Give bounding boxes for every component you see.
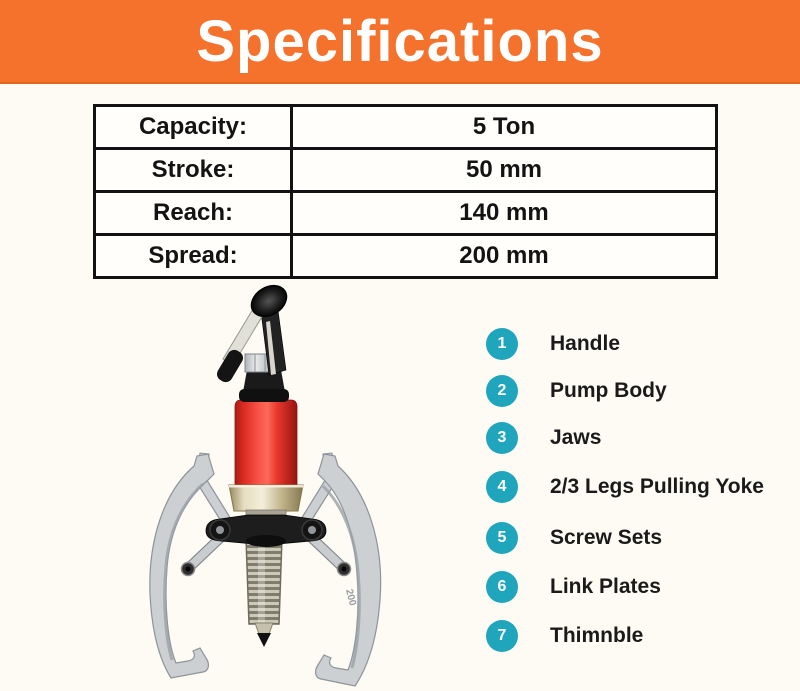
thimble-tip: [257, 633, 271, 647]
spec-label-capacity: Capacity:: [96, 107, 293, 147]
table-row: [96, 107, 715, 147]
parts-list-item: [486, 620, 764, 652]
parts-list-item: [486, 522, 764, 554]
spec-label-reach: Reach:: [96, 193, 293, 233]
parts-list: [486, 328, 764, 652]
screw-set: [246, 538, 282, 647]
parts-list-item: [486, 471, 764, 503]
table-row: [96, 147, 715, 190]
parts-list-item: [486, 571, 764, 603]
part-number-badge: 2: [486, 375, 518, 407]
part-number-badge: 3: [486, 422, 518, 454]
parts-list-item: [486, 328, 764, 360]
spec-table: [93, 104, 718, 279]
header-banner: [0, 0, 800, 84]
part-label: Handle: [550, 332, 621, 355]
spec-value-capacity: 5 Ton: [293, 107, 715, 147]
part-label: Screw Sets: [550, 526, 663, 549]
pulling-yoke: [206, 515, 326, 547]
table-row: [96, 190, 715, 233]
part-label: Jaws: [550, 426, 602, 449]
part-number-badge: 5: [486, 522, 518, 554]
handle-grip: [214, 347, 245, 384]
part-number-badge: 7: [486, 620, 518, 652]
parts-list-item: [486, 375, 764, 407]
part-label: Link Plates: [550, 575, 661, 598]
jaw-engraving: 200: [343, 588, 358, 607]
spec-value-stroke: 50 mm: [293, 150, 715, 190]
spec-label-stroke: Stroke:: [96, 150, 293, 190]
part-label: 2/3 Legs Pulling Yoke: [550, 475, 764, 498]
spec-value-reach: 140 mm: [293, 193, 715, 233]
spec-label-spread: Spread:: [96, 236, 293, 276]
part-number-badge: 1: [486, 328, 518, 360]
part-label: Pump Body: [550, 379, 667, 402]
part-number-badge: 6: [486, 571, 518, 603]
parts-list-item: [486, 422, 764, 454]
page-title: Specifications: [196, 8, 604, 74]
spec-value-spread: 200 mm: [293, 236, 715, 276]
table-row: [96, 233, 715, 276]
product-image-bearing-puller: [108, 284, 408, 691]
pump-body: [235, 400, 297, 486]
part-label: Thimnble: [550, 624, 644, 647]
part-number-badge: 4: [486, 471, 518, 503]
puller-illustration: [108, 284, 408, 691]
